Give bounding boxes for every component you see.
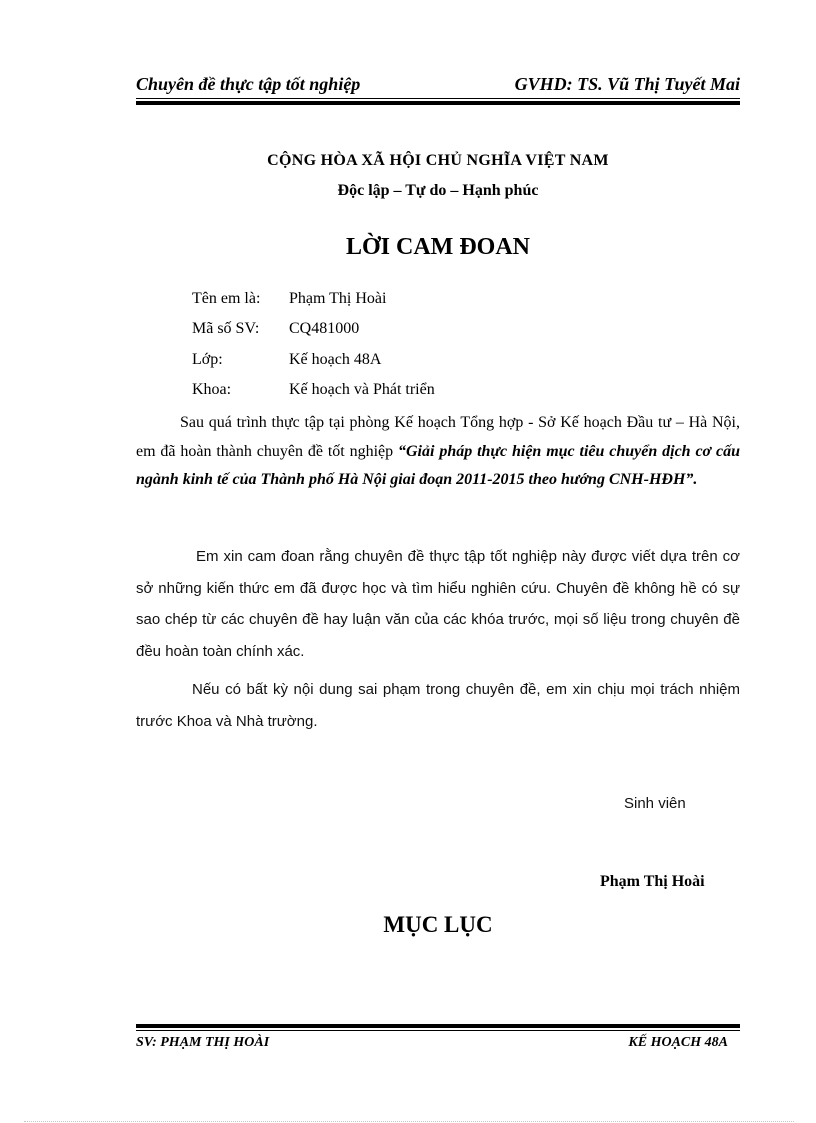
footer-student: SV: PHẠM THỊ HOÀI	[136, 1035, 270, 1050]
thesis-topic-title: “Giải pháp thực hiện mục tiêu chuyển dịch cơ cấu ngành kinh tế của Thành phố Hà Nội giai đoạn 2011-2015 theo hướng CNH-HĐH”.	[136, 442, 741, 488]
national-motto: Độc lập – Tự do – Hạnh phúc	[337, 182, 539, 199]
header-supervisor: GVHD: TS. Vũ Thị Tuyết Mai	[514, 74, 740, 94]
info-value: CQ481000	[289, 320, 360, 337]
header-rule-thin	[136, 98, 740, 99]
header-topic: Chuyên đề thực tập tốt nghiệp	[136, 74, 361, 94]
info-label: Khoa:	[192, 381, 232, 398]
paragraph-intro-text: Sau quá trình thực tập tại phòng Kế hoạch Tổng hợp - Sở Kế hoạch Đầu tư – Hà Nội, em đã hoàn thành chuyên đề tốt nghiệp	[136, 414, 740, 460]
nation-name: CỘNG HÒA XÃ HỘI CHỦ NGHĨA VIỆT NAM	[267, 152, 609, 169]
info-value: Kế hoạch và Phát triển	[289, 381, 435, 398]
page-footer	[136, 1024, 740, 1064]
signature-name: Phạm Thị Hoài	[600, 873, 705, 890]
info-label: Tên em là:	[192, 290, 261, 307]
paragraph-commitment: Em xin cam đoan rằng chuyên đề thực tập tốt nghiệp này được viết dựa trên cơ sở những kiến thức em đã được học và tìm hiểu nghiên cứu. Chuyên đề không hề có sự sao chép từ các chuyên đề hay luận văn của các khóa trước, mọi số liệu trong chuyên đề đều hoàn toàn chính xác.	[136, 548, 740, 660]
page-bottom-border	[24, 1121, 794, 1122]
table-of-contents-title: MỤC LỤC	[383, 912, 493, 937]
info-label: Mã số SV:	[192, 320, 260, 337]
info-label: Lớp:	[192, 351, 223, 368]
info-value: Phạm Thị Hoài	[289, 290, 387, 307]
page-header	[136, 70, 740, 110]
document-title: LỜI CAM ĐOAN	[346, 234, 530, 260]
paragraph-intro	[136, 409, 740, 495]
footer-rule-thin	[136, 1030, 740, 1031]
info-value: Kế hoạch 48A	[289, 351, 382, 368]
footer-rule-thick	[136, 1024, 740, 1028]
footer-class: KẾ HOẠCH 48A	[628, 1035, 728, 1050]
paragraph-responsibility: Nếu có bất kỳ nội dung sai phạm trong chuyên đề, em xin chịu mọi trách nhiệm trước Khoa và Nhà trường.	[136, 681, 740, 730]
signature-role: Sinh viên	[624, 795, 686, 812]
header-rule-thick	[136, 101, 740, 105]
